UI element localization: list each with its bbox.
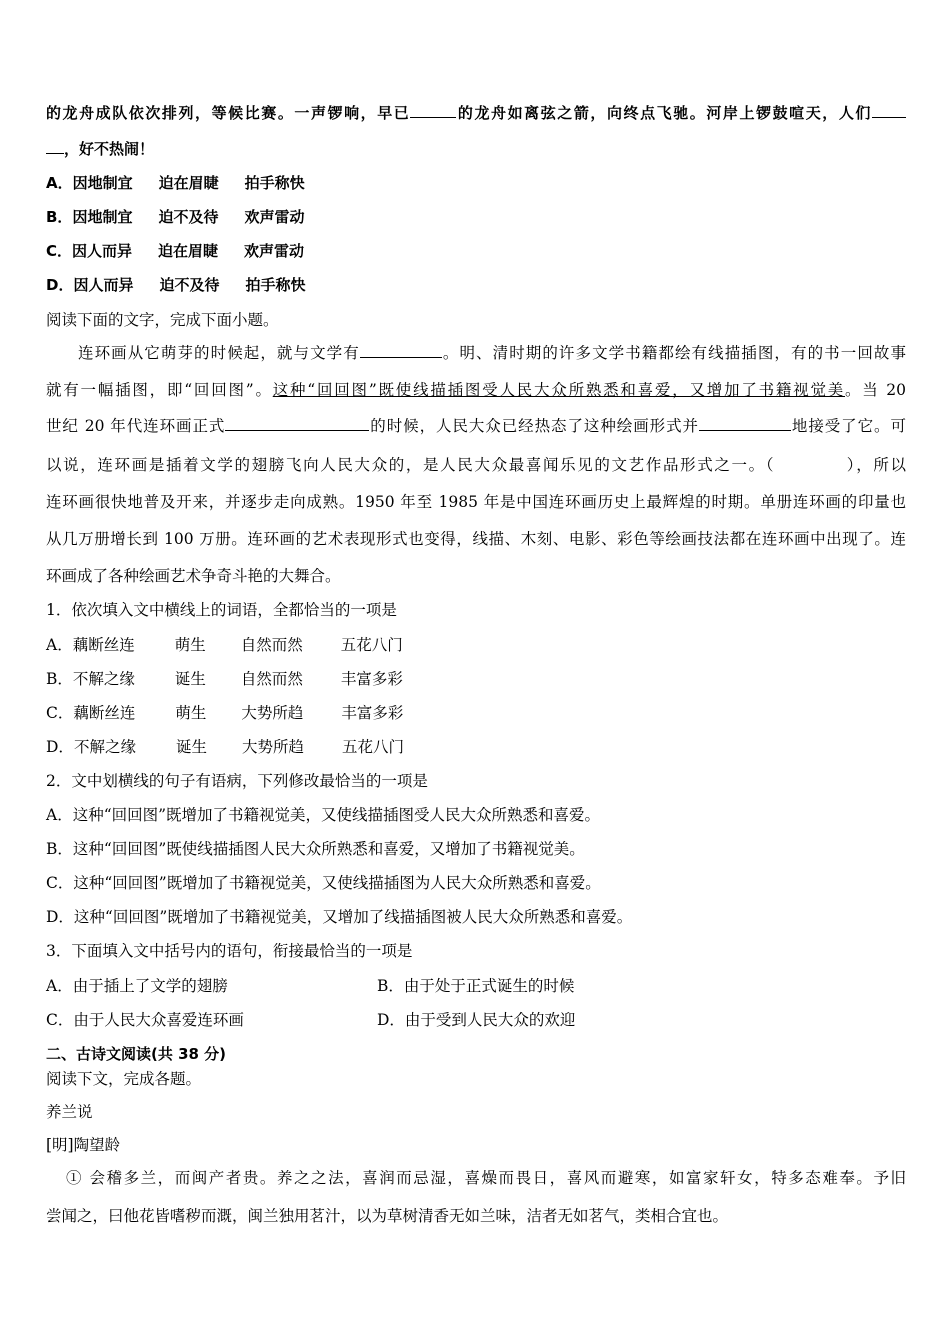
essay-line-1: ① 会稽多兰，而闽产者贵。养之之法，喜润而忌湿，喜燥而畏日，喜风而避寒，如富家轩女，特多态难奉。予旧: [66, 1169, 906, 1187]
q-prev-option-a[interactable]: A．因地制宜 迫在眉睫 拍手称快: [46, 174, 305, 192]
q3-option-d[interactable]: D．由于受到人民大众的欢迎: [377, 1011, 576, 1029]
passage-line-5: 连环画很快地普及开来，并逐步走向成熟。1950 年至 1985 年是中国连环画历史上最辉煌的时期。单册连环画的印量也: [46, 493, 906, 511]
q1-option-d[interactable]: D．不解之缘 诞生 大势所趋 五花八门: [46, 738, 404, 756]
passage-line-1: 连环画从它萌芽的时候起，就与文学有 。明、清时期的许多文学书籍都绘有线描插图，有的书一回故事: [78, 344, 906, 362]
blank-2: [225, 416, 369, 431]
q3-option-c[interactable]: C．由于人民大众喜爱连环画: [46, 1011, 244, 1029]
passage-line-4: 以说，连环画是插着文学的翅膀飞向人民大众的，是人民大众最喜闻乐见的文艺作品形式之一。（ ），所以: [46, 456, 906, 474]
blank-1: [360, 343, 442, 358]
q-prev-option-d[interactable]: D．因人而异 迫不及待 拍手称快: [46, 276, 306, 294]
q2-option-a[interactable]: A．这种“回回图”既增加了书籍视觉美，又使线描插图受人民大众所熟悉和喜爱。: [46, 806, 601, 824]
essay-title: 养兰说: [46, 1103, 93, 1121]
q3-option-a[interactable]: A．由于插上了文学的翅膀: [46, 977, 228, 995]
q1-option-b[interactable]: B．不解之缘 诞生 自然而然 丰富多彩: [46, 670, 403, 688]
blank-3: [699, 416, 791, 431]
q1-option-a[interactable]: A．藕断丝连 萌生 自然而然 五花八门: [46, 636, 403, 654]
q3-option-b[interactable]: B．由于处于正式诞生的时候: [377, 977, 575, 995]
underlined-sentence: 这种“回回图”既使线描插图受人民大众所熟悉和喜爱，又增加了书籍视觉美: [272, 381, 846, 399]
q2-option-d[interactable]: D．这种“回回图”既增加了书籍视觉美，又增加了线描插图被人民大众所熟悉和喜爱。: [46, 908, 633, 926]
blank: [872, 103, 906, 118]
q1-stem: 1．依次填入文中横线上的词语，全都恰当的一项是: [46, 601, 397, 619]
passage-line-3: 世纪 20 年代连环画正式 的时候，人民大众已经热态了这种绘画形式并 地接受了它。可: [46, 417, 906, 435]
q-prev-stem-line2: ，好不热闹！: [46, 139, 154, 159]
q3-stem: 3．下面填入文中括号内的语句，衔接最恰当的一项是: [46, 942, 413, 960]
q2-option-b[interactable]: B．这种“回回图”既使线描插图人民大众所熟悉和喜爱，又增加了书籍视觉美。: [46, 840, 585, 858]
section-intro: 阅读下文，完成各题。: [46, 1070, 202, 1088]
q-prev-stem-line1: 的龙舟成队依次排列，等候比赛。一声锣响，早已 的龙舟如离弦之箭，向终点飞驰。河岸上锣鼓喧天，人们: [46, 103, 906, 123]
section-heading: 二、古诗文阅读(共 38 分): [46, 1045, 227, 1063]
q1-option-c[interactable]: C．藕断丝连 萌生 大势所趋 丰富多彩: [46, 704, 404, 722]
passage-line-7: 环画成了各种绘画艺术争奇斗艳的大舞合。: [46, 567, 341, 585]
q2-stem: 2．文中划横线的句子有语病，下列修改最恰当的一项是: [46, 772, 428, 790]
essay-line-2: 尝闻之，曰他花皆嗜秽而溉，闽兰独用茗汁，以为草树清香无如兰味，洁者无如茗气，类相合宜也。: [46, 1207, 729, 1225]
q2-option-c[interactable]: C．这种“回回图”既增加了书籍视觉美，又使线描插图为人民大众所熟悉和喜爱。: [46, 874, 601, 892]
reading-intro: 阅读下面的文字，完成下面小题。: [46, 311, 279, 329]
essay-author: [明]陶望龄: [46, 1136, 121, 1154]
blank: [46, 139, 64, 154]
blank: [410, 103, 456, 118]
passage-line-6: 从几万册增长到 100 万册。连环画的艺术表现形式也变得，线描、木刻、电影、彩色等绘画技法都在连环画中出现了。连: [46, 530, 906, 548]
q-prev-option-c[interactable]: C．因人而异 迫在眉睫 欢声雷动: [46, 242, 305, 260]
passage-line-2: 就有一幅插图，即“回回图”。这种“回回图”既使线描插图受人民大众所熟悉和喜爱，又增加了书籍视觉美。当 20: [46, 381, 906, 399]
q-prev-option-b[interactable]: B．因地制宜 迫不及待 欢声雷动: [46, 208, 305, 226]
